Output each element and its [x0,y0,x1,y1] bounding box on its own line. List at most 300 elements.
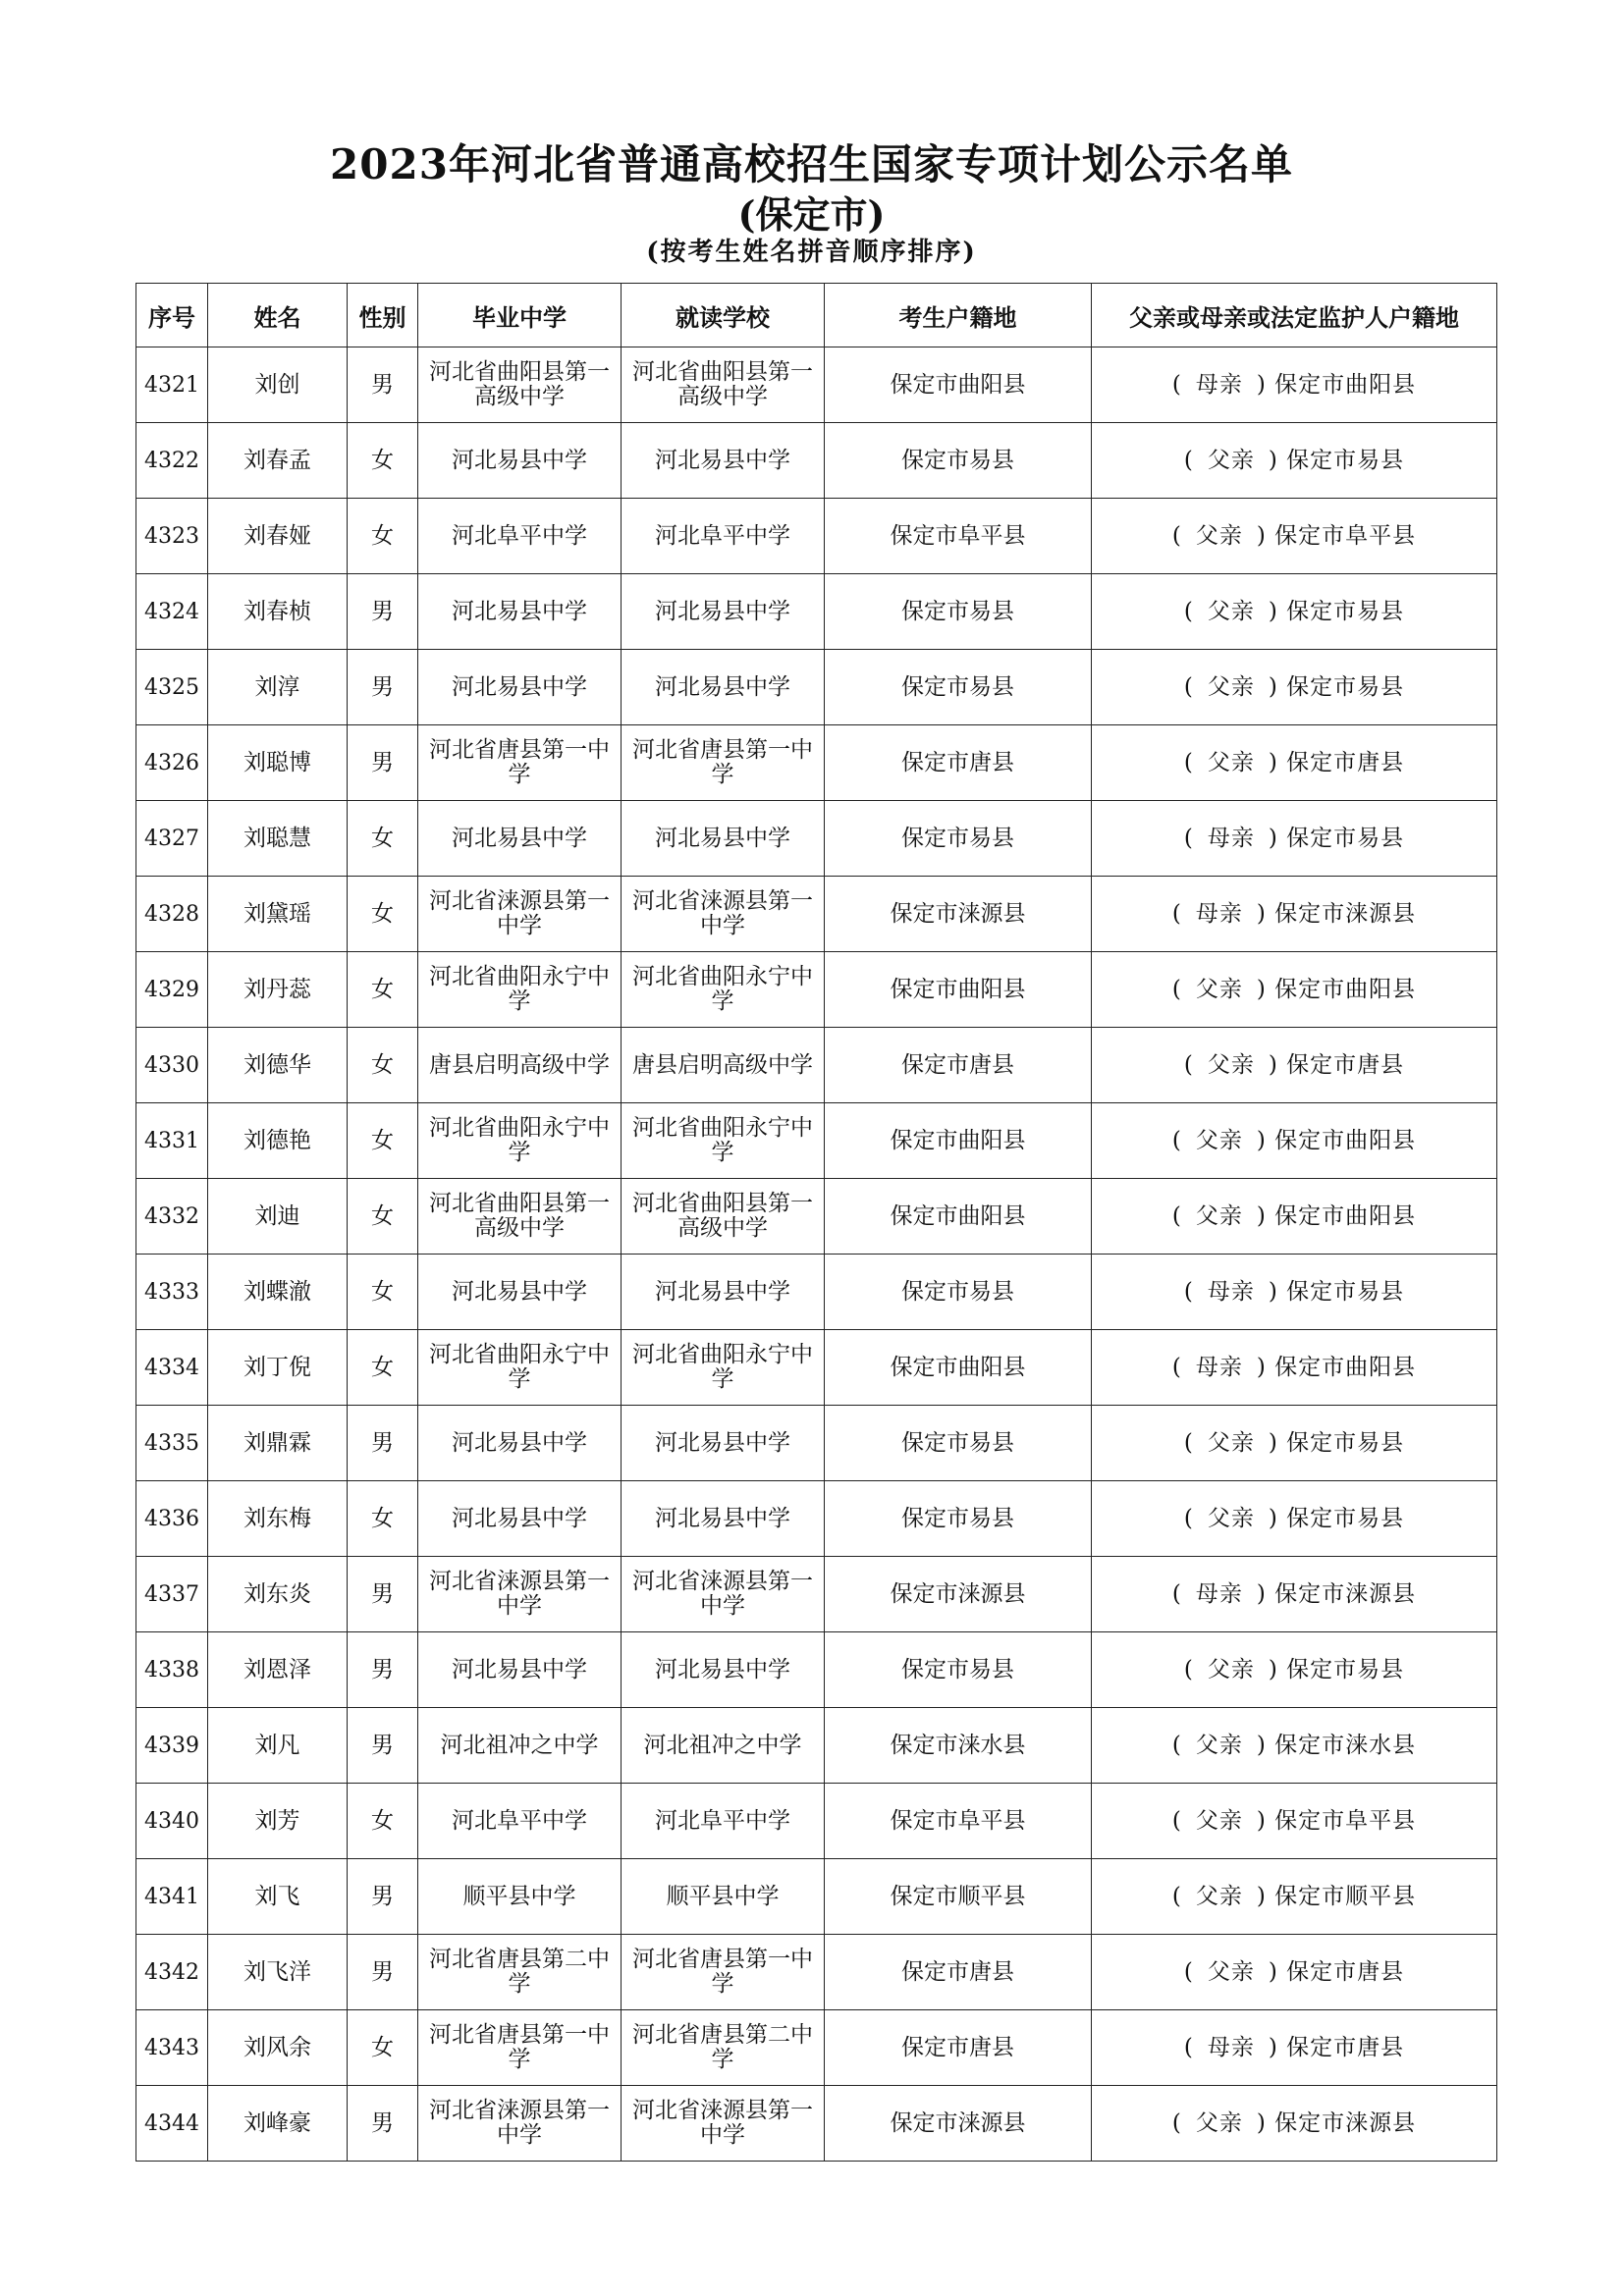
paren-open: ( [1171,976,1182,1002]
cell-current-school: 河北省唐县第一中学 [622,725,825,801]
cell-hukou: 保定市顺平县 [825,1859,1092,1935]
guardian-hukou-value: 保定市顺平县 [1274,1883,1417,1909]
cell-grad-school: 河北阜平中学 [418,1784,622,1859]
cell-name: 刘飞洋 [208,1935,348,2010]
paren-close: ) [1268,1051,1278,1078]
guardian-relation: 父亲 [1207,749,1255,775]
cell-gender: 男 [348,1935,418,2010]
cell-hukou: 保定市易县 [825,1632,1092,1708]
cell-gender: 女 [348,1179,418,1255]
cell-current-school: 河北省曲阳县第一高级中学 [622,347,825,423]
paren-close: ) [1256,522,1267,549]
cell-guardian-hukou [1092,877,1497,952]
cell-name: 刘春桢 [208,574,348,650]
cell-name: 刘淳 [208,650,348,725]
cell-current-school: 河北阜平中学 [622,1784,825,1859]
paren-close: ) [1268,825,1278,851]
table-row [136,2010,1497,2086]
cell-hukou: 保定市唐县 [825,2010,1092,2086]
cell-grad-school: 河北易县中学 [418,1255,622,1330]
cell-seq: 4322 [136,423,208,499]
cell-gender: 男 [348,1632,418,1708]
cell-hukou: 保定市涞源县 [825,2086,1092,2162]
table-row [136,347,1497,423]
paren-open: ( [1183,749,1194,775]
cell-current-school: 河北易县中学 [622,574,825,650]
guardian-relation: 父亲 [1195,2109,1243,2136]
table-row [136,952,1497,1028]
table-row [136,1935,1497,2010]
cell-grad-school: 河北省曲阳县第一高级中学 [418,1179,622,1255]
cell-seq: 4336 [136,1481,208,1557]
paren-open: ( [1183,1958,1194,1985]
paren-close: ) [1268,749,1278,775]
cell-current-school: 河北阜平中学 [622,499,825,574]
paren-close: ) [1256,1807,1267,1834]
guardian-relation: 母亲 [1195,371,1243,398]
cell-current-school: 河北省唐县第二中学 [622,2010,825,2086]
cell-grad-school: 唐县启明高级中学 [418,1028,622,1103]
cell-current-school: 河北易县中学 [622,801,825,877]
cell-current-school: 河北省涞源县第一中学 [622,877,825,952]
cell-hukou: 保定市易县 [825,1406,1092,1481]
guardian-relation: 父亲 [1207,1051,1255,1078]
cell-seq: 4327 [136,801,208,877]
cell-gender: 女 [348,801,418,877]
table-row [136,1179,1497,1255]
cell-gender: 女 [348,1481,418,1557]
cell-hukou: 保定市曲阳县 [825,952,1092,1028]
paren-close: ) [1268,1429,1278,1456]
cell-hukou: 保定市曲阳县 [825,1179,1092,1255]
paren-close: ) [1256,2109,1267,2136]
cell-seq: 4343 [136,2010,208,2086]
header-guardian-hukou: 父亲或母亲或法定监护人户籍地 [1092,284,1497,347]
cell-gender: 男 [348,650,418,725]
cell-hukou: 保定市曲阳县 [825,1330,1092,1406]
cell-grad-school: 河北省唐县第一中学 [418,2010,622,2086]
cell-seq: 4335 [136,1406,208,1481]
table-row [136,1632,1497,1708]
cell-name: 刘蝶澈 [208,1255,348,1330]
cell-seq: 4321 [136,347,208,423]
cell-gender: 女 [348,952,418,1028]
cell-grad-school: 河北省曲阳永宁中学 [418,1103,622,1179]
cell-seq: 4325 [136,650,208,725]
paren-open: ( [1171,371,1182,398]
cell-gender: 女 [348,2010,418,2086]
guardian-hukou-value: 保定市曲阳县 [1274,1354,1417,1380]
paren-open: ( [1183,673,1194,700]
cell-name: 刘春娅 [208,499,348,574]
cell-gender: 男 [348,1406,418,1481]
guardian-hukou-value: 保定市易县 [1286,1278,1405,1305]
cell-grad-school: 河北易县中学 [418,1632,622,1708]
cell-guardian-hukou [1092,574,1497,650]
guardian-hukou-value: 保定市曲阳县 [1274,371,1417,398]
table-row [136,1784,1497,1859]
paren-close: ) [1268,1958,1278,1985]
cell-guardian-hukou [1092,347,1497,423]
cell-hukou: 保定市易县 [825,1481,1092,1557]
cell-gender: 女 [348,423,418,499]
guardian-hukou-value: 保定市易县 [1286,447,1405,473]
cell-grad-school: 河北省曲阳永宁中学 [418,952,622,1028]
cell-grad-school: 顺平县中学 [418,1859,622,1935]
guardian-relation: 母亲 [1195,900,1243,927]
cell-grad-school: 河北省涞源县第一中学 [418,877,622,952]
paren-open: ( [1171,1580,1182,1607]
cell-current-school: 河北省涞源县第一中学 [622,2086,825,2162]
cell-name: 刘峰豪 [208,2086,348,2162]
cell-name: 刘恩泽 [208,1632,348,1708]
cell-grad-school: 河北省唐县第二中学 [418,1935,622,2010]
paren-close: ) [1256,1883,1267,1909]
cell-guardian-hukou [1092,423,1497,499]
cell-seq: 4338 [136,1632,208,1708]
cell-seq: 4341 [136,1859,208,1935]
guardian-hukou-value: 保定市阜平县 [1274,522,1417,549]
paren-open: ( [1171,1732,1182,1758]
cell-guardian-hukou [1092,1557,1497,1632]
cell-hukou: 保定市曲阳县 [825,1103,1092,1179]
guardian-hukou-value: 保定市涞水县 [1274,1732,1417,1758]
cell-current-school: 河北易县中学 [622,1255,825,1330]
paren-close: ) [1256,1202,1267,1229]
guardian-hukou-value: 保定市易县 [1286,1429,1405,1456]
cell-name: 刘丹蕊 [208,952,348,1028]
cell-guardian-hukou [1092,1784,1497,1859]
guardian-hukou-value: 保定市涞源县 [1274,900,1417,927]
cell-gender: 男 [348,1557,418,1632]
cell-current-school: 河北省曲阳县第一高级中学 [622,1179,825,1255]
cell-name: 刘德艳 [208,1103,348,1179]
cell-guardian-hukou [1092,1330,1497,1406]
table-row [136,1255,1497,1330]
cell-current-school: 河北易县中学 [622,1481,825,1557]
cell-current-school: 顺平县中学 [622,1859,825,1935]
cell-name: 刘德华 [208,1028,348,1103]
guardian-relation: 母亲 [1207,1278,1255,1305]
table-body [136,347,1497,2162]
guardian-hukou-value: 保定市唐县 [1286,1958,1405,1985]
guardian-relation: 父亲 [1195,1732,1243,1758]
cell-name: 刘创 [208,347,348,423]
cell-guardian-hukou [1092,1935,1497,2010]
cell-gender: 女 [348,1330,418,1406]
cell-gender: 男 [348,725,418,801]
roster-table [135,283,1497,2162]
cell-seq: 4344 [136,2086,208,2162]
cell-current-school: 河北省唐县第一中学 [622,1935,825,2010]
guardian-relation: 父亲 [1195,1807,1243,1834]
cell-guardian-hukou [1092,952,1497,1028]
cell-name: 刘飞 [208,1859,348,1935]
page-subtitle: (保定市) [737,192,886,237]
paren-open: ( [1183,598,1194,624]
paren-close: ) [1256,976,1267,1002]
paren-open: ( [1183,2034,1194,2060]
cell-guardian-hukou [1092,1028,1497,1103]
guardian-relation: 父亲 [1207,1958,1255,1985]
cell-hukou: 保定市阜平县 [825,1784,1092,1859]
paren-open: ( [1171,1807,1182,1834]
paren-close: ) [1256,900,1267,927]
table-row [136,1330,1497,1406]
guardian-hukou-value: 保定市涞源县 [1274,2109,1417,2136]
paren-open: ( [1183,1051,1194,1078]
cell-guardian-hukou [1092,1406,1497,1481]
table-row [136,1708,1497,1784]
cell-gender: 男 [348,574,418,650]
cell-name: 刘聪博 [208,725,348,801]
table-row [136,877,1497,952]
guardian-hukou-value: 保定市易县 [1286,673,1405,700]
cell-current-school: 河北易县中学 [622,1406,825,1481]
cell-grad-school: 河北易县中学 [418,574,622,650]
cell-hukou: 保定市易县 [825,423,1092,499]
cell-grad-school: 河北省涞源县第一中学 [418,2086,622,2162]
cell-seq: 4324 [136,574,208,650]
paren-close: ) [1268,447,1278,473]
cell-name: 刘芳 [208,1784,348,1859]
cell-grad-school: 河北阜平中学 [418,499,622,574]
guardian-hukou-value: 保定市易县 [1286,1656,1405,1682]
cell-grad-school: 河北省曲阳县第一高级中学 [418,347,622,423]
cell-name: 刘凡 [208,1708,348,1784]
cell-gender: 女 [348,877,418,952]
cell-name: 刘东梅 [208,1481,348,1557]
cell-seq: 4340 [136,1784,208,1859]
cell-name: 刘聪慧 [208,801,348,877]
guardian-hukou-value: 保定市易县 [1286,1505,1405,1531]
page-title: 2023年河北省普通高校招生国家专项计划公示名单 [330,140,1293,188]
guardian-relation: 父亲 [1207,673,1255,700]
cell-guardian-hukou [1092,499,1497,574]
paren-close: ) [1256,1580,1267,1607]
paren-open: ( [1171,2109,1182,2136]
cell-gender: 男 [348,347,418,423]
cell-grad-school: 河北易县中学 [418,1406,622,1481]
guardian-hukou-value: 保定市唐县 [1286,749,1405,775]
cell-guardian-hukou [1092,1103,1497,1179]
cell-hukou: 保定市易县 [825,1255,1092,1330]
guardian-hukou-value: 保定市唐县 [1286,1051,1405,1078]
guardian-hukou-value: 保定市易县 [1286,598,1405,624]
guardian-relation: 父亲 [1195,1202,1243,1229]
cell-gender: 男 [348,1859,418,1935]
paren-open: ( [1183,1429,1194,1456]
guardian-hukou-value: 保定市涞源县 [1274,1580,1417,1607]
cell-seq: 4333 [136,1255,208,1330]
paren-close: ) [1268,673,1278,700]
cell-current-school: 河北易县中学 [622,650,825,725]
header-name: 姓名 [208,284,348,347]
cell-gender: 女 [348,499,418,574]
cell-gender: 女 [348,1255,418,1330]
cell-seq: 4334 [136,1330,208,1406]
cell-grad-school: 河北省唐县第一中学 [418,725,622,801]
cell-guardian-hukou [1092,1255,1497,1330]
cell-name: 刘春孟 [208,423,348,499]
table-row [136,574,1497,650]
cell-guardian-hukou [1092,1859,1497,1935]
guardian-relation: 父亲 [1207,1429,1255,1456]
cell-current-school: 河北省涞源县第一中学 [622,1557,825,1632]
cell-guardian-hukou [1092,725,1497,801]
cell-guardian-hukou [1092,1179,1497,1255]
paren-open: ( [1171,1883,1182,1909]
guardian-relation: 父亲 [1207,1505,1255,1531]
cell-seq: 4323 [136,499,208,574]
header-grad-school: 毕业中学 [418,284,622,347]
table-row [136,1103,1497,1179]
cell-grad-school: 河北易县中学 [418,801,622,877]
header-current-school: 就读学校 [622,284,825,347]
cell-hukou: 保定市唐县 [825,1028,1092,1103]
guardian-relation: 父亲 [1195,1883,1243,1909]
cell-name: 刘丁倪 [208,1330,348,1406]
guardian-relation: 父亲 [1195,976,1243,1002]
guardian-hukou-value: 保定市曲阳县 [1274,976,1417,1002]
table-row [136,2086,1497,2162]
paren-close: ) [1256,1354,1267,1380]
cell-name: 刘风余 [208,2010,348,2086]
cell-hukou: 保定市涞源县 [825,877,1092,952]
cell-gender: 男 [348,1708,418,1784]
table-row [136,1481,1497,1557]
cell-current-school: 唐县启明高级中学 [622,1028,825,1103]
paren-close: ) [1268,1656,1278,1682]
table-header-row [136,284,1497,347]
paren-open: ( [1183,1656,1194,1682]
cell-hukou: 保定市曲阳县 [825,347,1092,423]
cell-name: 刘东炎 [208,1557,348,1632]
paren-close: ) [1268,1278,1278,1305]
cell-guardian-hukou [1092,1632,1497,1708]
table-row [136,499,1497,574]
cell-name: 刘黛瑶 [208,877,348,952]
header-seq: 序号 [136,284,208,347]
cell-hukou: 保定市涞水县 [825,1708,1092,1784]
cell-hukou: 保定市易县 [825,801,1092,877]
cell-seq: 4328 [136,877,208,952]
cell-grad-school: 河北祖冲之中学 [418,1708,622,1784]
paren-close: ) [1256,371,1267,398]
table-row [136,1406,1497,1481]
cell-seq: 4337 [136,1557,208,1632]
cell-grad-school: 河北省曲阳永宁中学 [418,1330,622,1406]
cell-guardian-hukou [1092,1708,1497,1784]
guardian-hukou-value: 保定市易县 [1286,825,1405,851]
header-hukou: 考生户籍地 [825,284,1092,347]
guardian-relation: 父亲 [1195,522,1243,549]
cell-guardian-hukou [1092,2086,1497,2162]
cell-hukou: 保定市唐县 [825,725,1092,801]
cell-seq: 4342 [136,1935,208,2010]
paren-open: ( [1171,1127,1182,1153]
guardian-relation: 母亲 [1207,2034,1255,2060]
cell-gender: 女 [348,1784,418,1859]
cell-hukou: 保定市唐县 [825,1935,1092,2010]
guardian-hukou-value: 保定市唐县 [1286,2034,1405,2060]
cell-gender: 女 [348,1103,418,1179]
table-row [136,725,1497,801]
cell-current-school: 河北省曲阳永宁中学 [622,1330,825,1406]
cell-grad-school: 河北易县中学 [418,1481,622,1557]
cell-seq: 4339 [136,1708,208,1784]
cell-seq: 4332 [136,1179,208,1255]
paren-close: ) [1268,598,1278,624]
cell-grad-school: 河北易县中学 [418,650,622,725]
cell-name: 刘迪 [208,1179,348,1255]
cell-hukou: 保定市易县 [825,574,1092,650]
cell-current-school: 河北易县中学 [622,423,825,499]
guardian-relation: 母亲 [1195,1354,1243,1380]
sort-note: (按考生姓名拼音顺序排序) [646,238,977,267]
cell-seq: 4330 [136,1028,208,1103]
cell-guardian-hukou [1092,2010,1497,2086]
cell-hukou: 保定市涞源县 [825,1557,1092,1632]
cell-guardian-hukou [1092,801,1497,877]
table-row [136,1859,1497,1935]
paren-open: ( [1183,447,1194,473]
cell-current-school: 河北省曲阳永宁中学 [622,952,825,1028]
guardian-relation: 父亲 [1207,1656,1255,1682]
paren-close: ) [1256,1127,1267,1153]
table-row [136,650,1497,725]
cell-current-school: 河北省曲阳永宁中学 [622,1103,825,1179]
cell-seq: 4326 [136,725,208,801]
guardian-hukou-value: 保定市阜平县 [1274,1807,1417,1834]
guardian-relation: 父亲 [1207,598,1255,624]
guardian-relation: 父亲 [1207,447,1255,473]
paren-open: ( [1183,1278,1194,1305]
cell-guardian-hukou [1092,650,1497,725]
cell-grad-school: 河北易县中学 [418,423,622,499]
table-row [136,1028,1497,1103]
paren-close: ) [1268,2034,1278,2060]
guardian-relation: 母亲 [1195,1580,1243,1607]
paren-open: ( [1171,522,1182,549]
cell-seq: 4329 [136,952,208,1028]
guardian-relation: 父亲 [1195,1127,1243,1153]
paren-open: ( [1171,1354,1182,1380]
paren-close: ) [1256,1732,1267,1758]
guardian-hukou-value: 保定市曲阳县 [1274,1202,1417,1229]
cell-current-school: 河北祖冲之中学 [622,1708,825,1784]
paren-open: ( [1183,1505,1194,1531]
table-row [136,1557,1497,1632]
table-row [136,423,1497,499]
table-row [136,801,1497,877]
paren-open: ( [1183,825,1194,851]
cell-seq: 4331 [136,1103,208,1179]
cell-hukou: 保定市阜平县 [825,499,1092,574]
cell-grad-school: 河北省涞源县第一中学 [418,1557,622,1632]
cell-guardian-hukou [1092,1481,1497,1557]
cell-current-school: 河北易县中学 [622,1632,825,1708]
guardian-relation: 母亲 [1207,825,1255,851]
cell-name: 刘鼎霖 [208,1406,348,1481]
cell-gender: 女 [348,1028,418,1103]
paren-close: ) [1268,1505,1278,1531]
guardian-hukou-value: 保定市曲阳县 [1274,1127,1417,1153]
paren-open: ( [1171,1202,1182,1229]
paren-open: ( [1171,900,1182,927]
cell-gender: 男 [348,2086,418,2162]
cell-hukou: 保定市易县 [825,650,1092,725]
